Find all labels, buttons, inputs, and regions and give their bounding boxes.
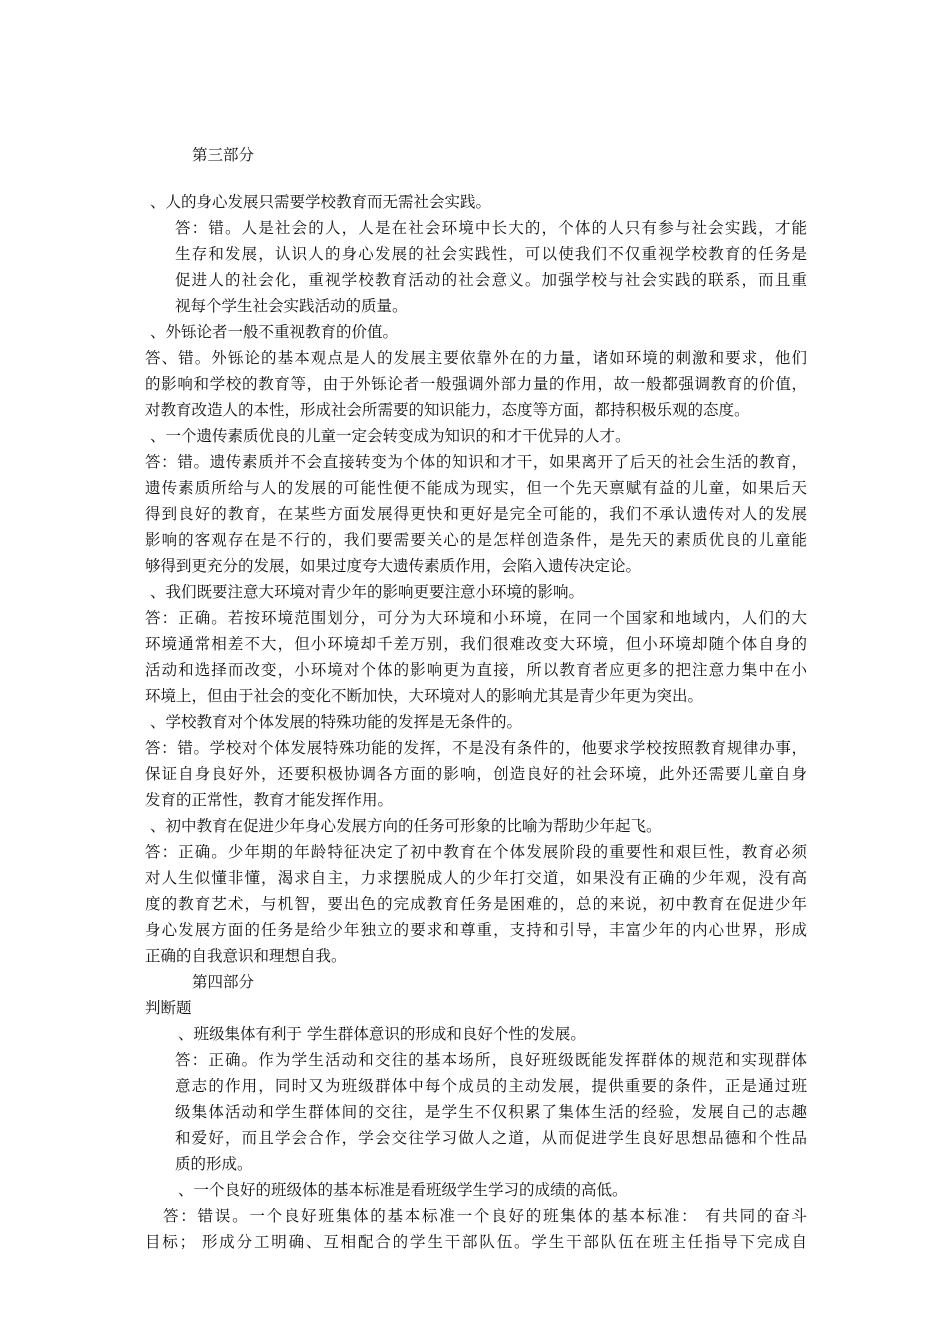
part3-q3-question: 、一个遗传素质优良的儿童一定会转变成为知识的和才干优异的人才。 [150,427,631,445]
part4-q1-answer-line: 质的形成。 [175,1155,253,1173]
part3-q4-answer-line: 活动和选择而改变，小环境对个体的影响更为直接，所以教育者应更多的把注意力集中在小 [145,661,807,679]
part3-q6-answer-line: 身心发展方面的任务是给少年独立的要求和尊重，支持和引导，丰富少年的内心世界，形成 [145,921,807,939]
part4-q1-question: 、班级集体有利于 学生群体意识的形成和良好个性的发展。 [178,1025,586,1043]
part3-q1-answer-line: 视每个学生社会实践活动的质量。 [175,297,408,315]
part3-q2-answer-line: 答、错。外铄论的基本观点是人的发展主要依靠外在的力量，诸如环境的刺激和要求，他们 [145,349,807,367]
part3-q5-answer-line: 发育的正常性，教育才能发挥作用。 [145,791,394,809]
part3-q4-answer-line: 答：正确。若按环境范围划分，可分为大环境和小环境，在同一个国家和地域内，人们的大 [145,609,807,627]
part4-q2-question: 、一个良好的班级体的基本标准是看班级学生学习的成绩的高低。 [178,1181,628,1199]
part3-q3-answer-line: 够得到更充分的发展，如果过度夸大遗传素质作用，会陷入遗传决定论。 [145,557,642,575]
part3-q6-question: 、初中教育在促进少年身心发展方向的任务可形象的比喻为帮助少年起飞。 [150,817,662,835]
part4-q1-answer-line: 答：正确。作为学生活动和交往的基本场所，良好班级既能发挥群体的规范和实现群体 [175,1051,807,1069]
part3-q3-answer-line: 答：错。遗传素质并不会直接转变为个体的知识和才干，如果离开了后天的社会生活的教育， [145,453,807,471]
part3-q4-answer-line: 环境通常相差不大，但小环境却千差万别，我们很难改变大环境，但小环境却随个体自身的 [145,635,807,653]
part3-q5-answer-line: 保证自身良好外，还要积极协调各方面的影响，创造良好的社会环境，此外还需要儿童自身 [145,765,807,783]
part3-q6-answer-line: 度的教育艺术，与机智，要出色的完成教育任务是困难的，总的来说，初中教育在促进少年 [145,895,807,913]
part3-q6-answer-line: 对人生似懂非懂，渴求自主，力求摆脱成人的少年打交道，如果没有正确的少年观，没有高 [145,869,807,887]
part3-q5-question: 、学校教育对个体发展的特殊功能的发挥是无条件的。 [150,713,523,731]
part3-q4-question: 、我们既要注意大环境对青少年的影响更要注意小环境的影响。 [150,583,585,601]
part3-q4-answer-line: 环境上，但由于社会的变化不断加快，大环境对人的影响尤其是青少年更为突出。 [145,687,704,705]
part3-q1-answer-line: 促进人的社会化，重视学校教育活动的社会意义。加强学校与社会实践的联系，而且重 [175,271,807,289]
part4-heading: 第四部分 [192,973,255,991]
part4-q1-answer-line: 和爱好，而且学会合作，学会交往学习做人之道，从而促进学生良好思想品德和个性品 [175,1129,807,1147]
part4-q2-answer-line: 答：错误。一个良好班集体的基本标准一个良好的班集体的基本标准： 有共同的奋斗 [163,1207,807,1225]
part3-q3-answer-line: 影响的客观存在是不行的，我们要需要关心的是怎样创造条件，是先天的素质优良的儿童能 [145,531,807,549]
part4-q2-answer-line: 目标； 形成分工明确、互相配合的学生干部队伍。学生干部队伍在班主任指导下完成自 [145,1233,807,1251]
part4-subheading: 判断题 [145,999,192,1017]
part3-q5-answer-line: 答：错。学校对个体发展特殊功能的发挥，不是没有条件的，他要求学校按照教育规律办事， [145,739,807,757]
part3-q6-answer-line: 正确的自我意识和理想自我。 [145,947,347,965]
part3-q3-answer-line: 遗传素质所给与人的发展的可能性便不能成为现实，但一个先天禀赋有益的儿童，如果后天 [145,479,807,497]
part3-q3-answer-line: 得到良好的教育，在某些方面发展得更快和更好是完全可能的，我们不承认遗传对人的发展 [145,505,807,523]
part3-q2-answer-line: 对教育改造人的本性，形成社会所需要的知识能力，态度等方面，都持积极乐观的态度。 [145,401,750,419]
part3-q2-question: 、外铄论者一般不重视教育的价值。 [150,323,399,341]
part4-q1-answer-line: 级集体活动和学生群体间的交往，是学生不仅积累了集体生活的经验，发展自己的志趣 [175,1103,807,1121]
part3-q6-answer-line: 答：正确。少年期的年龄特征决定了初中教育在个体发展阶段的重要性和艰巨性，教育必须 [145,843,807,861]
part3-q1-question: 、人的身心发展只需要学校教育而无需社会实践。 [150,193,492,211]
part3-heading: 第三部分 [192,146,255,164]
part3-q1-answer-line: 生存和发展，认识人的身心发展的社会实践性，可以使我们不仅重视学校教育的任务是 [175,245,807,263]
part3-q2-answer-line: 的影响和学校的教育等，由于外铄论者一般强调外部力量的作用，故一般都强调教育的价值， [145,375,807,393]
part4-q1-answer-line: 意志的作用，同时又为班级群体中每个成员的主动发展，提供重要的条件，正是通过班 [175,1077,807,1095]
part3-q1-answer-line: 答：错。人是社会的人，人是在社会环境中长大的，个体的人只有参与社会实践，才能 [175,219,807,237]
